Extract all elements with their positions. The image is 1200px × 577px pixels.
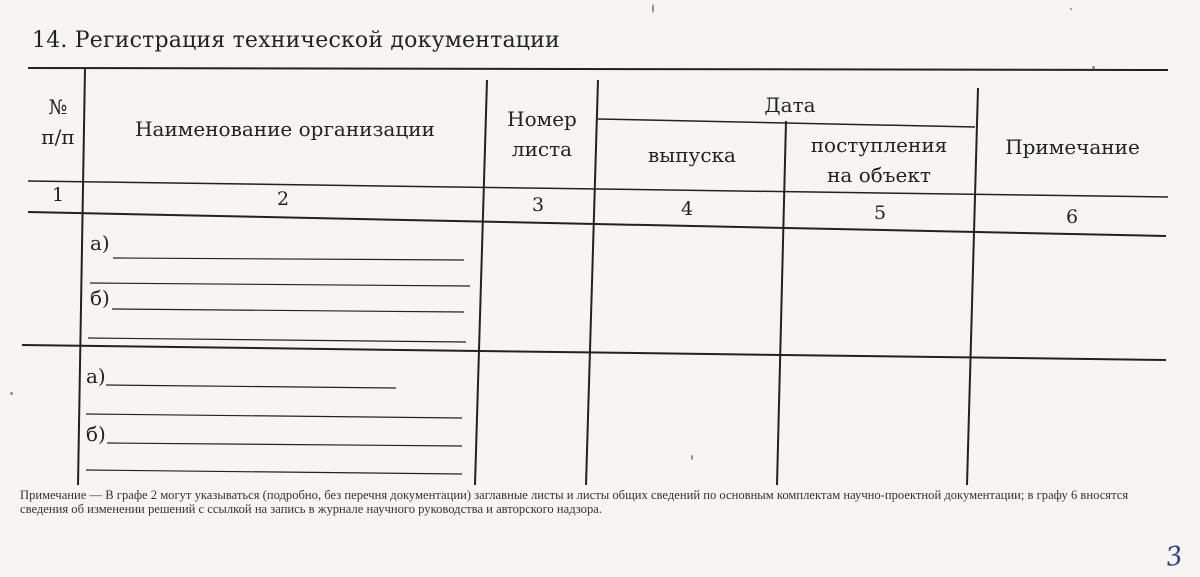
header-number xyxy=(30,92,86,152)
header-receipt-date xyxy=(786,130,972,190)
header-issue-date: выпуска xyxy=(648,143,736,167)
row-2-item-b[interactable]: б) xyxy=(86,422,106,446)
header-receipt-line1: поступления xyxy=(810,133,948,157)
header-number-line2: п/п xyxy=(41,125,75,149)
column-number: 5 xyxy=(873,202,887,224)
column-number: 3 xyxy=(531,194,545,216)
header-remark: Примечание xyxy=(1005,135,1140,159)
header-sheet-number-line2: листа xyxy=(511,137,573,161)
header-number-line1: № xyxy=(48,95,68,119)
column-number: 1 xyxy=(51,184,65,206)
header-date-group: Дата xyxy=(764,93,816,117)
row-1-item-b[interactable]: б) xyxy=(90,286,110,310)
column-number: 6 xyxy=(1065,206,1079,228)
header-organization: Наименование организации xyxy=(135,117,435,141)
column-number: 4 xyxy=(680,198,694,220)
header-receipt-line2: на объект xyxy=(827,163,931,187)
handwritten-page-mark: 3 xyxy=(1163,540,1185,574)
row-2-item-a[interactable]: а) xyxy=(86,364,106,388)
header-sheet-number-line1: Номер xyxy=(507,107,577,131)
page-title: 14. Регистрация технической документации xyxy=(32,28,560,53)
footnote: Примечание — В графе 2 могут указываться (подробно, без перечня документации) заглавные листы и листы общих сведений по основным комплектам научно-проектной документации; в графу 6 вносятся сведения об изменении решений с ссылкой на запись в журнале научного руководства и авторского надзора. xyxy=(20,488,1129,516)
row-1-item-a[interactable]: а) xyxy=(90,231,110,255)
column-number: 2 xyxy=(276,188,290,210)
header-sheet-number xyxy=(487,104,597,164)
